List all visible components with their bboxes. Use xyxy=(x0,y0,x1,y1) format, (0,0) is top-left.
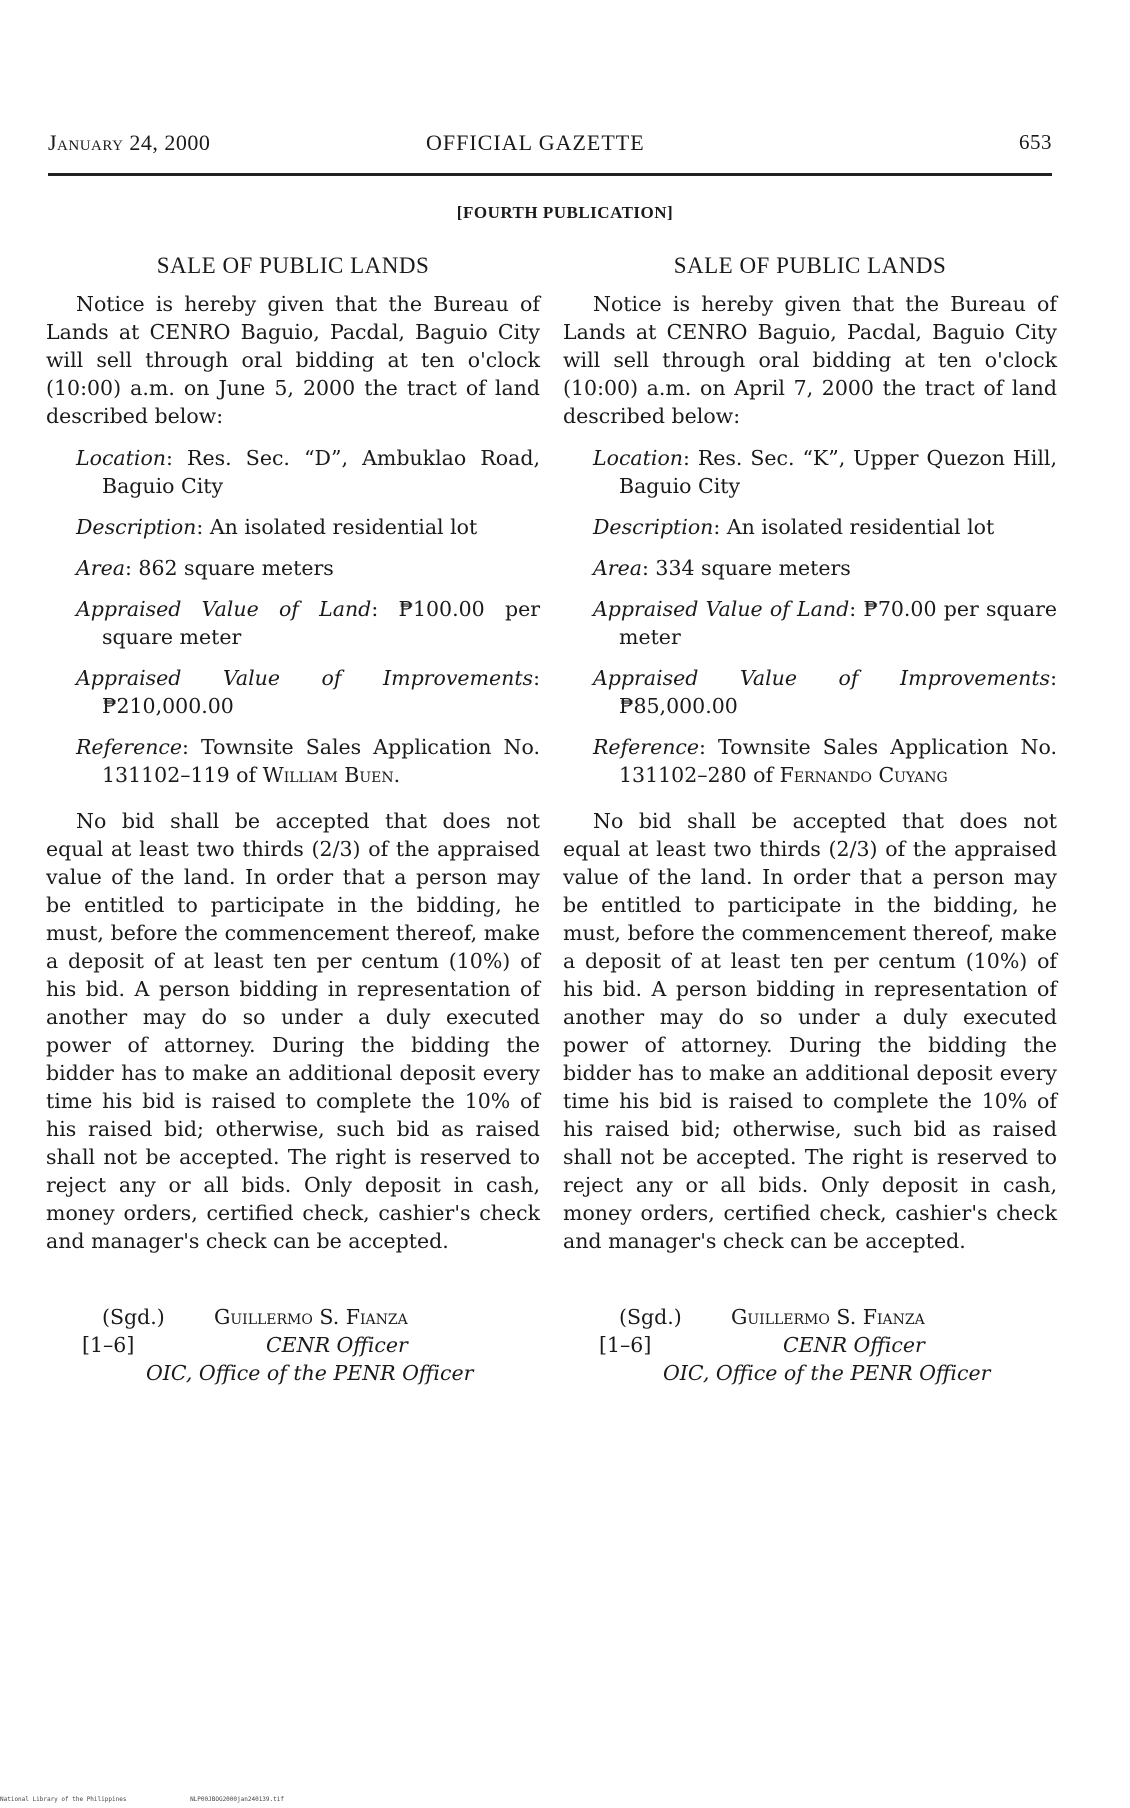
bid-conditions: No bid shall be accepted that does not equal at least two thirds (2/3) of the appraised value of the land. In order that a person may be entitled to participate in the bidding, he must, before the commencement thereof, make a deposit of at least ten per centum (10%) of his bid. A person bidding in representation of another may do so under a duly executed power of attorney. During the bidding the bidder has to make an additional deposit every time his bid is raised to complete the 10% of his raised bid; otherwise, such bid as raised shall not be accepted. The right is reserved to reject any or all bids. Only deposit in cash, money orders, certified check, cashier's check and manager's check can be accepted. xyxy=(563,809,1057,1253)
reference-label: Reference xyxy=(76,735,183,759)
location-label: Location xyxy=(76,446,166,470)
notice-left xyxy=(46,252,540,1393)
publication-ref: [1–6] xyxy=(599,1333,652,1357)
area-value: 334 square meters xyxy=(655,556,851,580)
notice-heading: SALE OF PUBLIC LANDS xyxy=(673,253,947,278)
bid-conditions: No bid shall be accepted that does not equal at least two thirds (2/3) of the appraised value of the land. In order that a person may be entitled to participate in the bidding, he must, before the commencement thereof, make a deposit of at least ten per centum (10%) of his bid. A person bidding in representation of another may do so under a duly executed power of attorney. During the bidding the bidder has to make an additional deposit every time his bid is raised to complete the 10% of his raised bid; otherwise, such bid as raised shall not be accepted. The right is reserved to reject any or all bids. Only deposit in cash, money orders, certified check, cashier's check and manager's check can be accepted. xyxy=(46,809,540,1253)
description-field: Description: An isolated residential lot xyxy=(593,515,995,539)
land-value-label: Appraised Value of Land xyxy=(76,597,372,621)
reference-prefix: Townsite Sales Application No. 131102–280 of xyxy=(619,735,1057,787)
header-rule xyxy=(48,173,1052,176)
location-value: Res. Sec. “D”, Ambuklao Road, Baguio City xyxy=(102,446,540,498)
description-field: Description: An isolated residential lot xyxy=(76,515,478,539)
signatory-role: CENR Officer xyxy=(783,1333,925,1357)
description-value: An isolated residential lot xyxy=(209,515,478,539)
location-value: Res. Sec. “K”, Upper Quezon Hill, Baguio City xyxy=(619,446,1057,498)
location-label: Location xyxy=(593,446,683,470)
signature-block xyxy=(563,1303,1057,1393)
signatory-role: CENR Officer xyxy=(266,1333,408,1357)
land-value: ₱70.00 per square meter xyxy=(619,597,1058,649)
description-label: Description xyxy=(76,515,197,539)
area-label: Area xyxy=(76,556,125,580)
improvements-field: Appraised Value of Improvements: ₱210,000.00 xyxy=(76,666,540,718)
signatory-name: Guillermo S. Fianza xyxy=(731,1305,925,1329)
improvements-label: Appraised Value of Improvements xyxy=(593,666,1051,690)
signatory-name: Guillermo S. Fianza xyxy=(214,1305,408,1329)
publication-ref: [1–6] xyxy=(82,1333,135,1357)
publication-label: [FOURTH PUBLICATION] xyxy=(456,203,674,222)
description-label: Description xyxy=(593,515,714,539)
improvements-value: ₱210,000.00 xyxy=(102,694,234,718)
reference-prefix: Townsite Sales Application No. 131102–119 of xyxy=(102,735,540,787)
improvements-field: Appraised Value of Improvements: ₱85,000.00 xyxy=(593,666,1057,718)
signatory-office: OIC, Office of the PENR Officer xyxy=(146,1361,474,1385)
area-field: Area: 862 square meters xyxy=(76,556,334,580)
reference-field: Reference: Townsite Sales Application No. 131102–280 of Fernando Cuyang xyxy=(593,735,1057,787)
land-value: ₱100.00 per square meter xyxy=(102,597,540,649)
reference-label: Reference xyxy=(593,735,700,759)
area-field: Area: 334 square meters xyxy=(593,556,851,580)
signed-mark: (Sgd.) xyxy=(619,1305,682,1329)
issue-date: January 24, 2000 xyxy=(48,130,211,155)
page-number: 653 xyxy=(1019,130,1052,154)
notice-intro: Notice is hereby given that the Bureau of Lands at CENRO Baguio, Pacdal, Baguio City will sell through oral bidding at ten o'clock (10:00) a.m. on June 5, 2000 the tract of land described below: xyxy=(46,292,540,428)
notice-right xyxy=(563,252,1057,1393)
reference-name: William Buen. xyxy=(262,763,401,787)
location-field: Location: Res. Sec. “D”, Ambuklao Road, Baguio City xyxy=(76,446,540,498)
location-field: Location: Res. Sec. “K”, Upper Quezon Hill, Baguio City xyxy=(593,446,1057,498)
description-value: An isolated residential lot xyxy=(726,515,995,539)
notice-heading: SALE OF PUBLIC LANDS xyxy=(156,253,430,278)
land-value-label: Appraised Value of Land xyxy=(593,597,850,621)
land-value-field: Appraised Value of Land: ₱70.00 per square meter xyxy=(593,597,1058,649)
library-credit: National Library of the Philippines xyxy=(0,1796,127,1803)
signatory-office: OIC, Office of the PENR Officer xyxy=(663,1361,991,1385)
page-header xyxy=(48,130,1052,166)
area-label: Area xyxy=(593,556,642,580)
reference-field: Reference: Townsite Sales Application No. 131102–119 of William Buen. xyxy=(76,735,540,787)
land-value-field: Appraised Value of Land: ₱100.00 per square meter xyxy=(76,597,540,649)
improvements-value: ₱85,000.00 xyxy=(619,694,738,718)
scan-footer xyxy=(0,1796,344,1803)
gazette-title: OFFICIAL GAZETTE xyxy=(426,130,645,155)
scan-filename: NLP00JBOG2000jan240139.tif xyxy=(190,1796,284,1803)
notice-intro: Notice is hereby given that the Bureau of Lands at CENRO Baguio, Pacdal, Baguio City will sell through oral bidding at ten o'clock (10:00) a.m. on April 7, 2000 the tract of land described below: xyxy=(563,292,1057,428)
improvements-label: Appraised Value of Improvements xyxy=(76,666,534,690)
signed-mark: (Sgd.) xyxy=(102,1305,165,1329)
area-value: 862 square meters xyxy=(138,556,334,580)
reference-name: Fernando Cuyang xyxy=(779,763,948,787)
signature-block xyxy=(46,1303,540,1393)
